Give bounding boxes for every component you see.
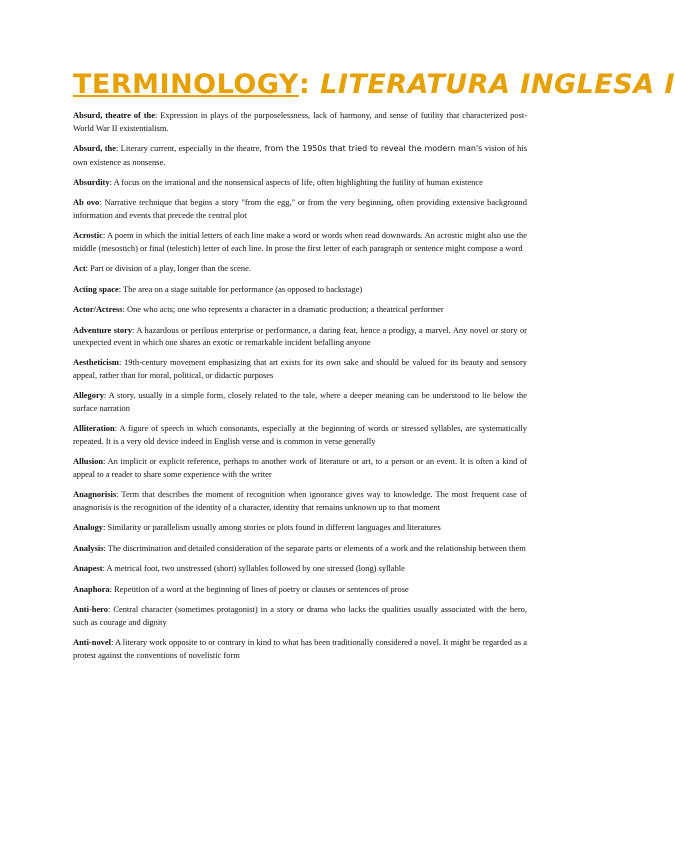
glossary-entry: [73, 488, 527, 513]
title-part-course: LITERATURA INGLESA I: [320, 69, 675, 100]
glossary-entry: [73, 142, 527, 168]
glossary-entry: [73, 603, 527, 628]
glossary-entry: [73, 562, 527, 575]
glossary-definition: : Expression in plays of the purposelessness, lack of harmony, and sense of futility that characterized post-World War II existentialism.: [73, 110, 528, 133]
title-separator: :: [298, 69, 311, 100]
glossary-definition-continued: vision of his own existence as nonsense.: [73, 142, 527, 167]
glossary-definition: : A story, usually in a simple form, closely related to the tale, where a deeper meaning can be understood to lie below the surface narration: [73, 390, 527, 414]
glossary-entry: [73, 303, 527, 316]
glossary-entry: [73, 109, 527, 134]
glossary-definition: : The area on a stage suitable for performance (as opposed to backstage): [118, 283, 363, 294]
glossary-definition: : Repetition of a word at the beginning of lines of poetry or clauses or sentences of prose: [109, 583, 409, 594]
glossary-definition: : The discrimination and detailed consideration of the separate parts or elements of a work and the relationship between them: [103, 542, 526, 553]
glossary-term: Aestheticism: [73, 357, 119, 368]
glossary-definition: : A poem in which the initial letters of each line make a word or words when read downwards. An acrostic might also use the middle (mesostich) or final (telestich) letter of each line. In prose the first letter of each paragraph or sentence might compose a word: [73, 230, 527, 253]
glossary-term: Anaphora: [73, 583, 110, 594]
glossary-term: Allusion: [73, 456, 104, 467]
glossary-definition: : A focus on the irrational and the nonsensical aspects of life, often highlighting the futility of human existence: [109, 176, 483, 187]
glossary-definition: : A figure of speech in which consonants, especially at the beginning of words or stressed syllables, are systematically repeated. It is a very old device indeed in English verse and is common in verse generally: [73, 423, 527, 447]
glossary-entry: [73, 356, 527, 381]
glossary-entry: [73, 583, 527, 596]
glossary-entry: [73, 422, 527, 447]
glossary-entry: [73, 542, 527, 555]
glossary-definition: : Narrative technique that begins a story "from the egg," or from the very beginning, often providing extensive background information and events that precede the central plot: [73, 197, 527, 220]
glossary-definition: : An implicit or explicit reference, perhaps to another work of literature or art, to a person or an event. It is often a kind of appeal to a reader to share some experience with the writer: [73, 456, 527, 480]
glossary-term: Act: [73, 263, 86, 274]
glossary-entry: [73, 636, 527, 661]
glossary-term: Alliteration: [73, 423, 115, 434]
title-part-terminology: TERMINOLOGY: [73, 69, 299, 100]
glossary-entry: [73, 176, 527, 189]
glossary-definition: : Central character (sometimes protagonist) in a story or drama who lacks the qualities usually associated with the hero, such as courage and dignity: [73, 603, 527, 627]
glossary-entry: [73, 521, 527, 534]
page-title: [73, 69, 675, 100]
glossary-entry: [73, 283, 527, 296]
glossary-definition: : Similarity or parallelism usually among stories or plots found in different languages and literatures: [103, 522, 441, 533]
glossary-definition: : Literary current, especially in the theatre: [115, 142, 260, 153]
glossary-term: Anapest: [73, 563, 103, 574]
glossary-definition: : 19th-century movement emphasizing that art exists for its own sake and should be valued for its beauty and sensory appeal, rather than for moral, political, or didactic purposes: [73, 357, 527, 381]
glossary-term: Anti-hero: [73, 603, 108, 614]
glossary-definition: : Term that describes the moment of recognition when ignorance gives way to knowledge. The most frequent case of anagnorisis is the recognition of the identity of a character, identity that remains unknown up to that moment: [73, 489, 527, 513]
glossary-term: Allegory: [73, 390, 104, 401]
glossary-definition: : One who acts; one who represents a character in a dramatic production; a theatrical performer: [122, 304, 444, 315]
glossary-entry: [73, 196, 527, 221]
glossary-definition: : A literary work opposite to or contrary in kind to what has been traditionally considered a novel. It might be regarded as a protest against the conventions of novelistic form: [73, 636, 527, 660]
glossary-term: Absurdity: [73, 176, 110, 187]
glossary-term: Adventure story: [73, 324, 133, 335]
glossary-term: Absurd, theatre of the: [73, 110, 155, 120]
glossary-entry: [73, 229, 527, 254]
glossary-term: Actor/Actress: [73, 304, 123, 315]
handwritten-addition: , from the 1950s that tried to reveal the modern man's: [259, 143, 483, 153]
glossary-definition: : A metrical foot, two unstressed (short) syllables followed by one stressed (long) syllable: [102, 563, 405, 574]
glossary-term: Ab ovo: [73, 197, 100, 208]
glossary-term: Acting space: [73, 283, 119, 294]
glossary-term: Anti-novel: [73, 636, 111, 647]
glossary-term: Absurd, the: [73, 142, 116, 153]
glossary-definition: : A hazardous or perilous enterprise or performance, a daring feat, hence a prodigy, a marvel. Any novel or story or unexpected event in which one shares an exotic or remarkable incident befalling anyone: [73, 324, 527, 348]
glossary-entry: [73, 262, 527, 275]
glossary-term: Analogy: [73, 522, 104, 533]
glossary-definition: : Part or division of a play, longer than the scene.: [85, 263, 252, 274]
glossary-entry: [73, 389, 527, 414]
glossary-entry: [73, 324, 527, 349]
glossary-term: Acrostic: [73, 230, 103, 241]
glossary-term: Anagnorisis: [73, 489, 117, 500]
glossary-term: Analysis: [73, 542, 104, 553]
glossary-entry: [73, 455, 527, 480]
glossary-list: [73, 109, 527, 661]
